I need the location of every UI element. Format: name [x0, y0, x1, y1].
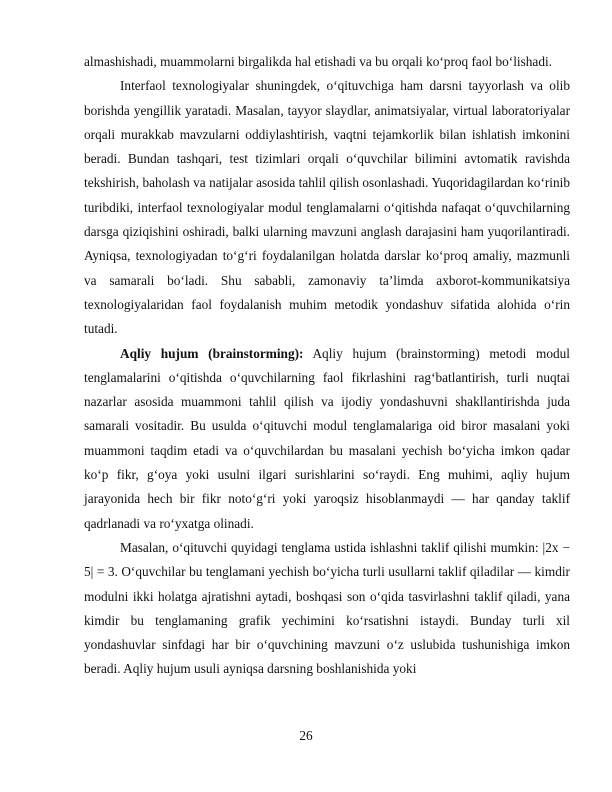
- brainstorming-body: Aqliy hujum (brainstorming) metodi modul tenglamalarini o‘qitishda o‘quvchilarning faol fikrlashini rag‘batlantirish, turli nuqtai nazarlar asosida muammoni tahlil qilish va ijodiy yondashuvni shakllantirishda juda samarali vositadir. Bu usulda o‘qituvchi modul tenglamalariga oid biror masalani yoki muammoni taqdim etadi va o‘quvchilardan bu masalani yechish bo‘yicha imkon qadar ko‘p fikr, g‘oya yoki usulni ilgari surishlarini so‘raydi. Eng muhimi, aqliy hujum jarayonida hech bir fikr noto‘g‘ri yoki yaroqsiz hisoblanmaydi — har qanday taklif qadrlanadi va ro‘yxatga olinadi.: [84, 345, 570, 531]
- body-text: [84, 50, 570, 682]
- paragraph-continuation: almashishadi, muammolarni birgalikda hal etishadi va bu orqali ko‘proq faol bo‘lishadi.: [84, 54, 552, 69]
- paragraph-interactive-technologies: Interfaol texnologiyalar shuningdek, o‘qituvchiga ham darsni tayyorlash va olib borishda yengillik yaratadi. Masalan, tayyor slaydlar, animatsiyalar, virtual laboratoriyalar orqali murakkab mavzularni oddiylashtirish, vaqtni tejamkorlik bilan ishlatish imkonini beradi. Bundan tashqari, test tizimlari orqali o‘quvchilar bilimini avtomatik ravishda tekshirish, baholash va natijalar asosida tahlil qilish osonlashadi. Yuqoridagilardan ko‘rinib turibdiki, interfaol texnologiyalar modul tenglamalarni o‘qitishda nafaqat o‘quvchilarning darsga qiziqishini oshiradi, balki ularning mavzuni anglash darajasini ham yuqorilantiradi. Ayniqsa, texnologiyadan to‘g‘ri foydalanilgan holatda darslar ko‘proq amaliy, mazmunli va samarali bo‘ladi. Shu sababli, zamonaviy ta’limda axborot-kommunikatsiya texnologiyalaridan faol foydalanish muhim metodik yondashuv sifatida alohida o‘rin tutadi.: [84, 78, 570, 337]
- paragraph-brainstorming: [84, 342, 570, 536]
- page-number: 26: [299, 728, 313, 743]
- brainstorming-heading: Aqliy hujum (brainstorming):: [120, 345, 304, 361]
- paragraph-example: Masalan, o‘qituvchi quyidagi tenglama ustida ishlashni taklif qilishi mumkin: |2x − 5| = 3. O‘quvchilar bu tenglamani yechish bo‘yicha turli usullarni taklif qiladilar — kimdir modulni ikki holatga ajratishni aytadi, boshqasi son o‘qida tasvirlashni taklif qiladi, yana kimdir bu tenglamaning grafik yechimini ko‘rsatishni istaydi. Bunday turli xil yondashuvlar sinfdagi har bir o‘quvchining mavzuni o‘z uslubida tushunishiga imkon beradi. Aqliy hujum usuli ayniqsa darsning boshlanishida yoki: [84, 539, 570, 677]
